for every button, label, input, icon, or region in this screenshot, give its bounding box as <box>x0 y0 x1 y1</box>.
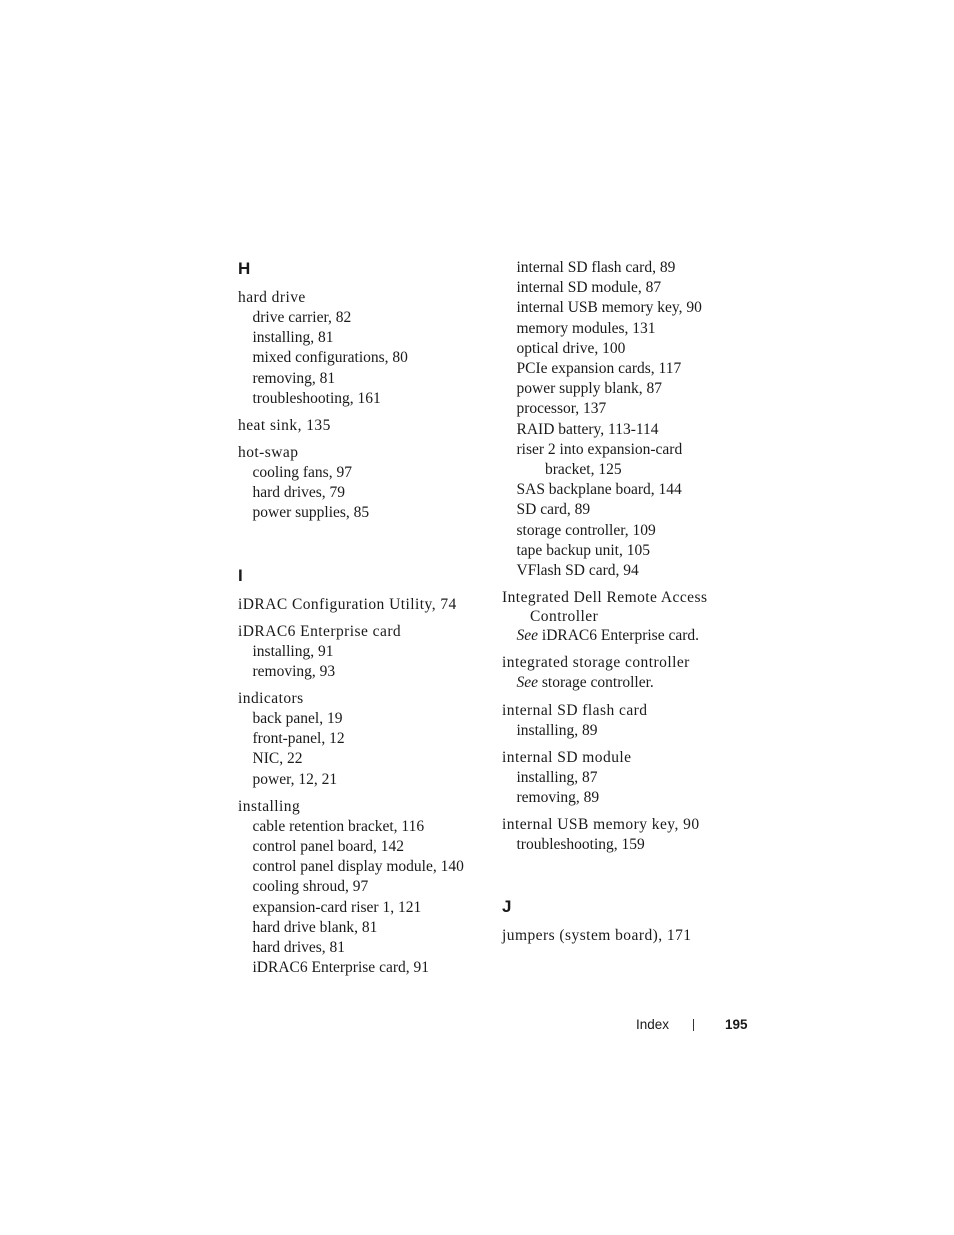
index-term: internal USB memory key, 90 <box>502 816 700 834</box>
index-subterm: PCIe expansion cards, 117 <box>516 360 682 378</box>
index-term: internal SD module <box>502 748 632 766</box>
index-term: integrated storage controller <box>502 654 690 672</box>
index-subterm: VFlash SD card, 94 <box>516 562 639 580</box>
index-subterm: internal SD flash card, 89 <box>516 259 676 276</box>
index-subterm: installing, 81 <box>252 329 334 347</box>
index-entry-idrac-config <box>238 595 488 615</box>
see-keyword: See <box>516 674 539 692</box>
index-entry-internal-usb-memory-key <box>502 815 762 855</box>
index-subterm: cooling fans, 97 <box>252 464 352 482</box>
footer-section-label: Index <box>636 1017 670 1032</box>
index-subterm: control panel board, 142 <box>252 838 405 856</box>
index-subterm: hard drives, 81 <box>252 939 346 957</box>
index-term: installing <box>238 797 301 815</box>
index-entry-hot-swap <box>238 443 488 524</box>
index-subterm: troubleshooting, 161 <box>252 389 381 407</box>
index-see-reference <box>502 626 762 646</box>
index-term: hard drive <box>238 289 306 306</box>
index-subterm: RAID battery, 113-114 <box>516 420 659 438</box>
section-letter-i: I <box>238 565 243 585</box>
index-subterm: optical drive, 100 <box>516 339 626 357</box>
index-subterm: processor, 137 <box>516 400 607 418</box>
section-letter-j: J <box>502 897 512 917</box>
index-column-left <box>238 258 488 978</box>
index-subterm: removing, 93 <box>252 662 336 680</box>
index-term: internal SD flash card <box>502 701 648 719</box>
index-subterm: NIC, 22 <box>252 750 303 768</box>
index-subterm: SAS backplane board, 144 <box>516 481 682 499</box>
index-subterm: hard drive blank, 81 <box>252 918 378 936</box>
footer-separator <box>693 1019 694 1031</box>
page-number: 195 <box>725 1017 748 1032</box>
index-subterm: removing, 89 <box>516 789 600 807</box>
index-term: iDRAC Configuration Utility, 74 <box>238 595 457 613</box>
index-term: indicators <box>238 690 304 708</box>
index-column-right <box>502 258 762 946</box>
index-subterm: expansion-card riser 1, 121 <box>252 898 422 916</box>
index-subterm: internal USB memory key, 90 <box>516 299 702 317</box>
index-subterm: power, 12, 21 <box>252 770 338 788</box>
index-subterm: cooling shroud, 97 <box>252 878 369 896</box>
index-subterm: installing, 89 <box>516 721 598 739</box>
index-subterm: power supply blank, 87 <box>516 380 663 398</box>
index-entry-installing <box>238 797 488 979</box>
index-subterm: back panel, 19 <box>252 710 343 728</box>
index-term: hot-swap <box>238 444 299 462</box>
index-entry-internal-sd-flash-card <box>502 701 762 741</box>
index-subterm: installing, 87 <box>516 768 598 786</box>
see-target: iDRAC6 Enterprise card. <box>538 627 700 645</box>
index-term-continuation: Controller <box>530 608 599 626</box>
index-subterm: riser 2 into expansion-card <box>516 440 683 458</box>
index-entry-idrac6-card <box>238 622 488 682</box>
index-subterm: front-panel, 12 <box>252 730 345 748</box>
index-term: iDRAC6 Enterprise card <box>238 622 402 640</box>
see-target: storage controller. <box>538 674 654 692</box>
index-entry-indicators <box>238 689 488 790</box>
section-letter-h: H <box>238 259 251 278</box>
index-entry-jumpers <box>502 926 762 946</box>
index-term: heat sink, 135 <box>238 417 331 435</box>
index-subterm: control panel display module, 140 <box>252 858 464 876</box>
index-see-reference <box>502 673 762 693</box>
index-term: Integrated Dell Remote Access <box>502 589 708 607</box>
index-subterm: drive carrier, 82 <box>252 309 352 326</box>
index-entry-integrated-storage-controller <box>502 653 762 693</box>
index-subterm: memory modules, 131 <box>516 319 656 337</box>
index-subterm: removing, 81 <box>252 369 336 387</box>
index-subterm: mixed configurations, 80 <box>252 349 408 367</box>
index-subterm: SD card, 89 <box>516 501 591 519</box>
index-subterm: tape backup unit, 105 <box>516 541 650 559</box>
index-subterm: iDRAC6 Enterprise card, 91 <box>252 959 429 977</box>
index-entry-integrated-dell-remote-access <box>502 588 762 646</box>
index-subterm-continuation: bracket, 125 <box>545 461 622 479</box>
index-subterm: storage controller, 109 <box>516 521 656 539</box>
index-term: jumpers (system board), 171 <box>502 927 692 945</box>
see-keyword: See <box>516 627 539 645</box>
index-entry-heat-sink <box>238 416 488 436</box>
index-subterm: hard drives, 79 <box>252 484 346 502</box>
index-subterm: internal SD module, 87 <box>516 279 662 297</box>
index-subterm: cable retention bracket, 116 <box>252 817 425 835</box>
index-subterm: troubleshooting, 159 <box>516 836 645 854</box>
index-entry-internal-sd-module <box>502 748 762 808</box>
index-entry-installing-continued <box>502 258 762 581</box>
index-subterm: power supplies, 85 <box>252 504 370 522</box>
index-entry-hard-drive <box>238 288 488 409</box>
index-subterm: installing, 91 <box>252 642 334 660</box>
